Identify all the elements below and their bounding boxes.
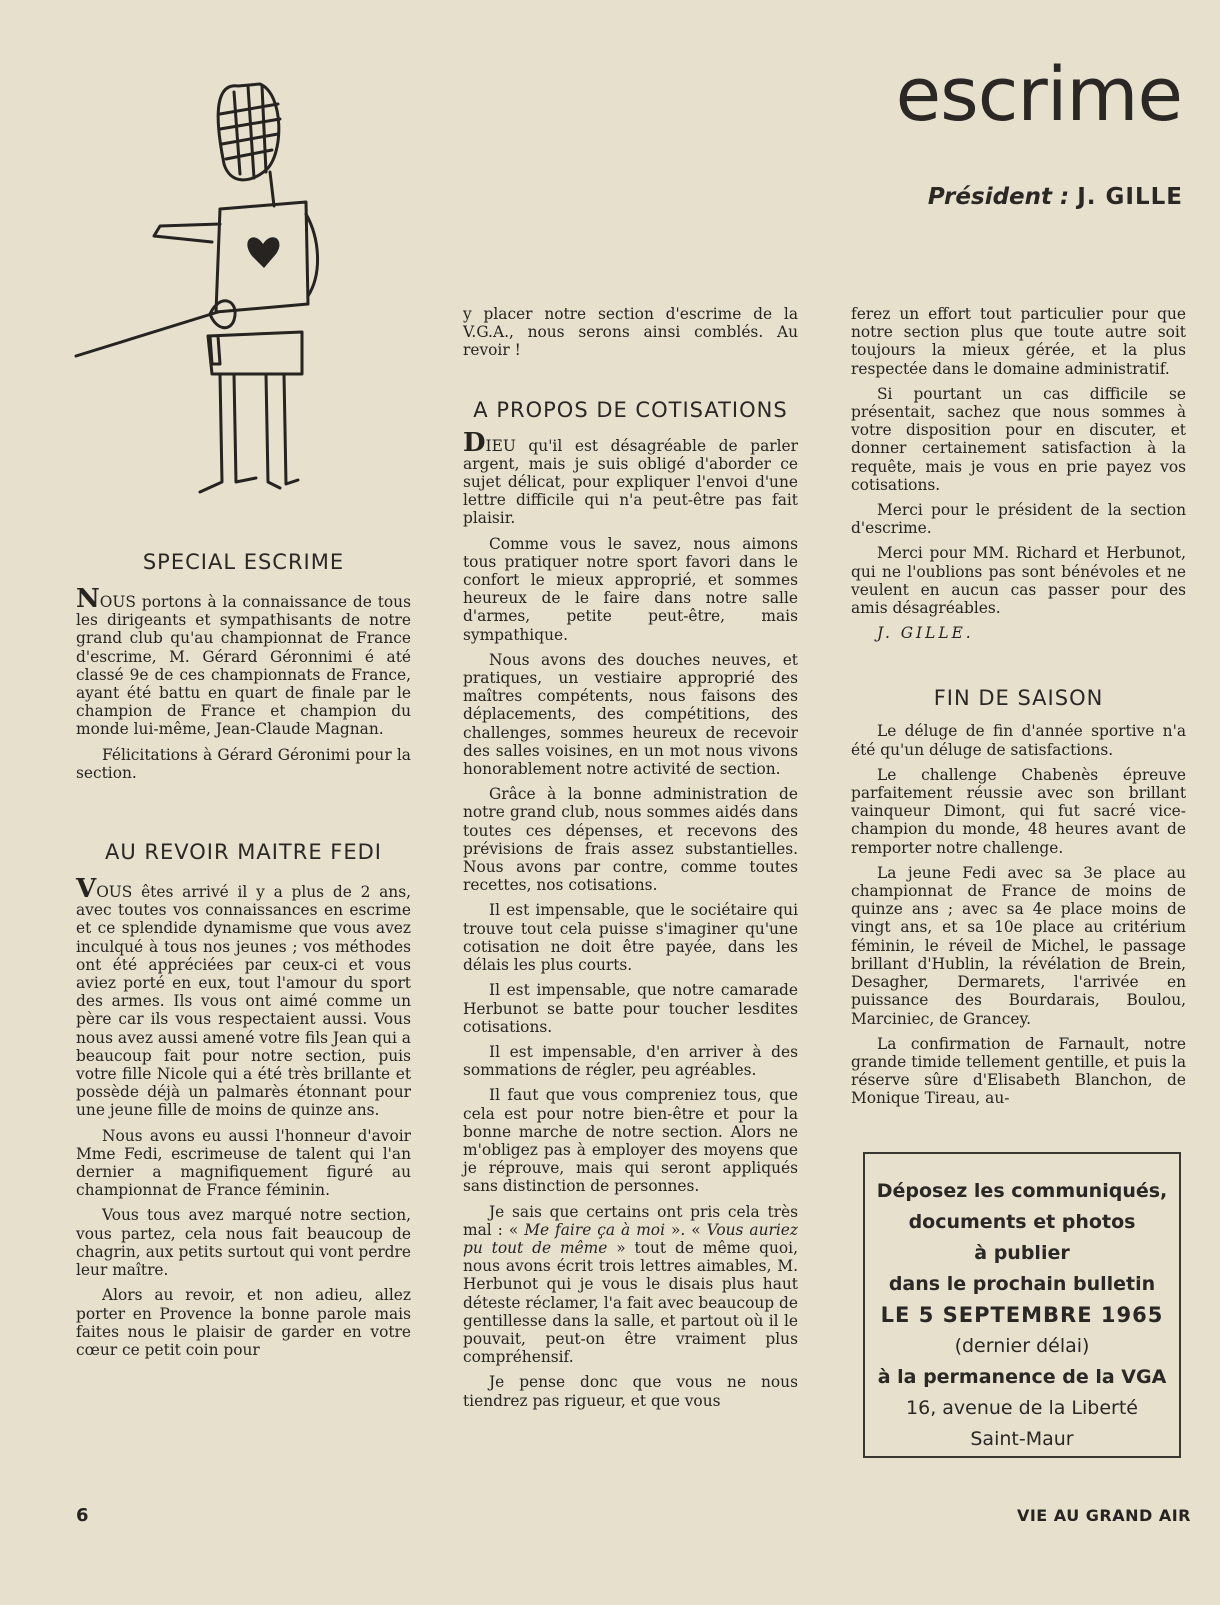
notice-line: à la permanence de la VGA [877,1366,1167,1388]
paragraph: Alors au revoir, et non adieu, allez porter en Provence la bonne parole mais faites nous le plaisir de garder en votre cœur ce petit coin pour [76,1286,411,1359]
paragraph: Nous avons eu aussi l'honneur d'avoir Mme Fedi, escrimeuse de talent qui l'an dernier a magnifiquement figuré au championnat de France féminin. [76,1126,411,1200]
column-3 [851,305,1186,1108]
heading-fin-de-saison: FIN DE SAISON [933,686,1104,711]
paragraph: Merci pour MM. Richard et Herbunot, qui ne l'oublions pas sont bénévoles et ne veulent en aucun cas passer pour des amis désagréables. [851,544,1186,618]
paragraph: DIEU qu'il est désagréable de parler argent, mais je suis obligé d'aborder ce sujet délicat, pour expliquer l'envoi d'une lettre difficile qui n'a peut-être pas fait plaisir. [463,427,798,528]
paragraph: Grâce à la bonne administration de notre grand club, nous sommes aidés dans toutes ces dépenses, et recevons des prévisions de frais assez substantielles. Nous avons par contre, comme toutes recettes, nos cotisations. [463,785,798,895]
president-line [928,184,1183,210]
column-1 [76,550,411,1359]
signature: J. GILLE. [877,624,974,643]
notice-address: 16, avenue de la Liberté [906,1397,1138,1419]
paragraph: Le challenge Chabenès épreuve parfaitement réussie avec son brillant vainqueur Dimont, qui fut sacré vice-champion du monde, 48 heures avant de remporter notre challenge. [851,765,1186,857]
paragraph: Vous tous avez marqué notre section, vous partez, cela nous fait beaucoup de chagrin, aux petits surtout qui vont perdre leur maître. [76,1206,411,1280]
page-number: 6 [76,1505,89,1526]
paragraph: Félicitations à Gérard Géronimi pour la section. [76,745,411,782]
heart-emblem [247,237,279,268]
paragraph: Il est impensable, que le sociétaire qui trouve tout cela puisse s'imaginer qu'une cotisation ne doit être payée, dans les délais les plus courts. [463,901,798,975]
foil-blade [76,312,218,356]
fencer-legs [208,332,302,374]
notice-line: dans le prochain bulletin [888,1273,1156,1295]
notice-line: Déposez les communiqués, [876,1180,1168,1202]
president-name: J. GILLE [1077,184,1183,210]
paragraph: Merci pour le président de la section d'escrime. [851,501,1186,538]
president-label: Président : [927,184,1070,210]
submission-notice-box [863,1152,1181,1458]
heading-au-revoir: AU REVOIR MAITRE FEDI [104,840,382,865]
paragraph: Si pourtant un cas difficile se présentait, sachez que nous sommes à votre disposition pour en discuter, et donner certainement satisfaction à la requête, mais je vous en prie payez vos cotisations. [851,384,1186,494]
drop-cap: D [463,427,486,458]
fencer-arm [154,224,220,242]
drop-cap: N [76,584,100,614]
heading-cotisations: A PROPOS DE COTISATIONS [473,397,788,422]
heading-special-escrime: SPECIAL ESCRIME [142,550,345,574]
paragraph: Le déluge de fin d'année sportive n'a été qu'un déluge de satisfactions. [851,722,1186,759]
drop-cap: V [76,874,97,905]
paragraph: Il faut que vous compreniez tous, que cela est pour notre bien-être et pour la bonne marche de notre section. Alors ne m'obligez pas à employer des moyens que je réprouve, mais qui seront appliqués sans distinction de personnes. [463,1086,798,1196]
publication-name: VIE AU GRAND AIR [1016,1506,1191,1525]
paragraph: Il est impensable, que notre camarade Herbunot se batte pour toucher lesdites cotisations. [463,981,798,1036]
paragraph: Je pense donc que vous ne nous tiendrez pas rigueur, et que vous [463,1373,798,1410]
notice-line: à publier [974,1242,1070,1264]
paragraph: NOUS portons à la connaissance de tous les dirigeants et sympathisants de notre grand club qu'au championnat de France d'escrime, M. Gérard Géronnimi é até classé 9e de ces championnats de France, ayant été battu en quart de finale par le champion de France et champion du monde lui-même, Jean-Claude Magnan. [76,584,411,739]
section-title: escrime [895,52,1182,138]
paragraph: Comme vous le savez, nous aimons tous pratiquer notre sport favori dans le confort le mieux approprié, et sommes heureux de le faire dans notre salle d'armes, petite peut-être, mais sympathique. [463,534,798,644]
notice-line: (dernier délai) [954,1335,1090,1357]
paragraph: La confirmation de Farnault, notre grande timide tellement gentille, et puis la réserve sûre d'Elisabeth Blanchon, de Monique Tireau, au- [851,1034,1186,1108]
paragraph: VOUS êtes arrivé il y a plus de 2 ans, avec toutes vos connaissances en escrime et ce splendide dynamisme que vous avez inculqué à tous nos jeunes ; vos méthodes ont été appréciées par ceux-ci et vous aviez porté en eux, tout l'amour du sport des armes. Ils vous ont aimé comme un père car ils vous respectaient aussi. Vous nous avez aussi amené votre fils Jean qui a beaucoup fait pour notre section, puis votre fille Nicole qui a été très brillante et possède déjà un palmarès étonnant pour une jeune fille de moins de quinze ans. [76,874,411,1120]
notice-line: documents et photos [908,1211,1136,1233]
fencer-illustration [70,74,340,514]
paragraph: Il est impensable, d'en arriver à des sommations de régler, peu agréables. [463,1042,798,1080]
paragraph: ferez un effort tout particulier pour que notre section plus que toute autre soit toujours la mieux gérée, et la plus respectée dans le domaine administratif. [851,305,1186,378]
paragraph: y placer notre section d'escrime de la V.G.A., nous serons ainsi comblés. Au revoir ! [463,305,798,360]
paragraph: Je sais que certains ont pris cela très mal : « Me faire ça à moi ». « Vous auriez pu tout de même » tout de même quoi, nous avons écrit trois lettres aimables, M. Herbunot qui je vous le disais plus haut déteste réclamer, l'a fait avec beaucoup de gentillesse dans la salle, et partout où il le pouvait, peut-on être vraiment plus compréhensif. [463,1202,798,1367]
paragraph: Nous avons des douches neuves, et pratiques, un vestiaire approprié des maîtres compétents, nous faisons des déplacements, des compétitions, des challenges, sommes heureux de recevoir des salles voisines, en un mot nous vivons honorablement notre activité de section. [463,650,798,779]
paragraph: La jeune Fedi avec sa 3e place au championnat de France de moins de quinze ans ; avec sa 4e place moins de vingt ans, et sa 10e place au critérium féminin, le réveil de Michel, le passage brillant d'Hublin, la révélation de Brein, Desagher, Dermarets, l'arrivée en puissance des Bourdarais, Boulou, Marciniec, de Grancey. [851,863,1186,1028]
notice-city: Saint-Maur [970,1428,1074,1450]
notice-deadline: LE 5 SEPTEMBRE 1965 [880,1303,1164,1327]
column-2 [463,305,798,1410]
